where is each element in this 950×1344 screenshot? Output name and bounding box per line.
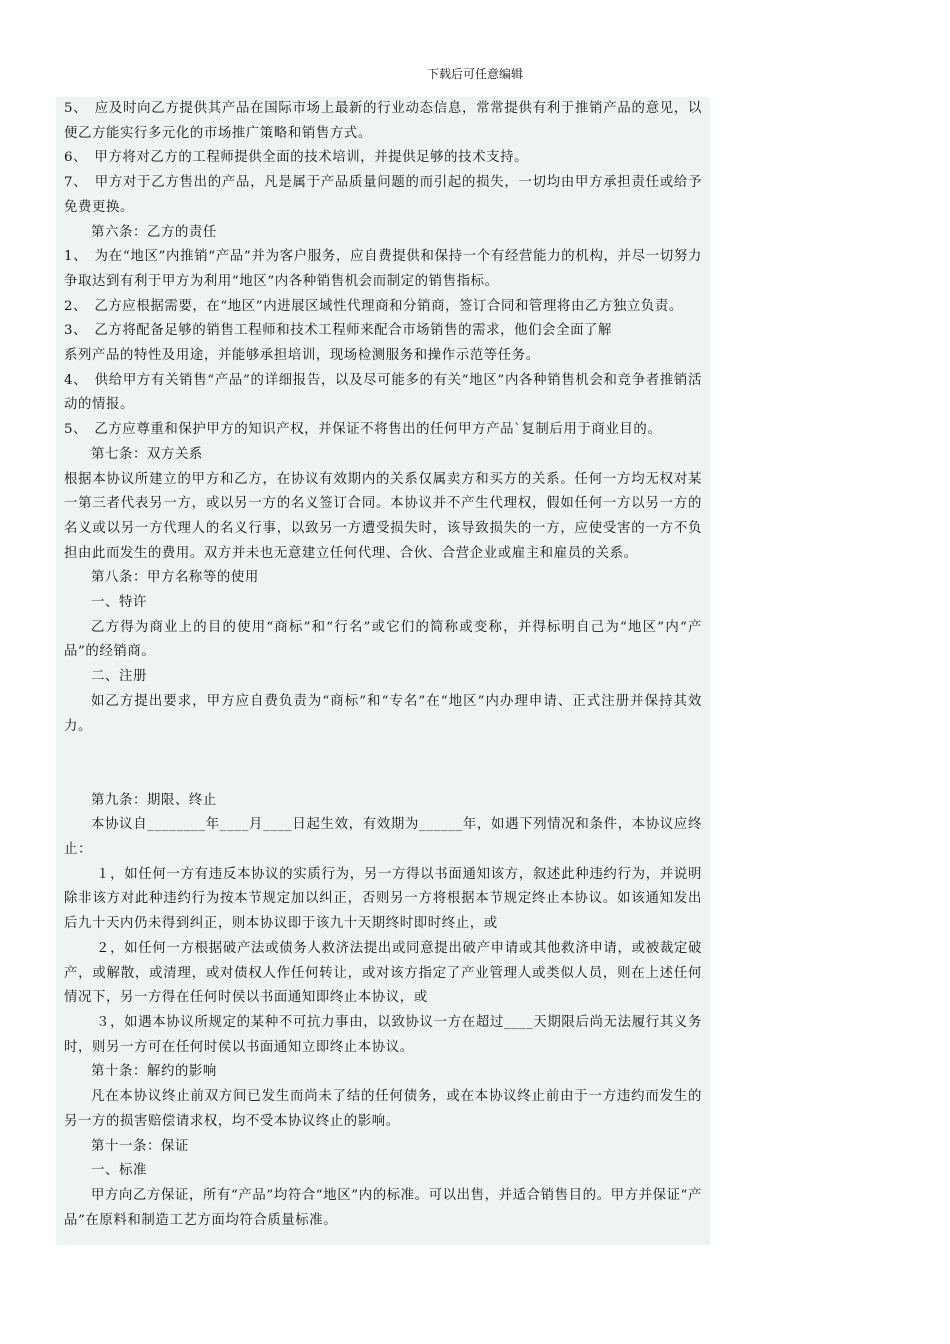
paragraph: 5、 乙方应尊重和保护甲方的知识产权，并保证不将售出的任何甲方产品`复制后用于商业目的。 xyxy=(64,422,662,438)
paragraph: 1、 为在“地区”内推销“产品”并为客户服务，应自费提供和保持一个有经营能力的机构，并尽一切努力争取达到有利于甲方为利用“地区”内各种销售机会而制定的销售指标。 xyxy=(64,249,702,289)
page-header: 下载后可任意编辑 xyxy=(426,67,523,81)
section-heading: 第八条：甲方名称等的使用 xyxy=(91,570,259,586)
list-item: １，如任何一方有违反本协议的实质行为，另一方得以书面通知该方，叙述此种违约行为，并说明除非该方对此种违约行为按本节规定加以纠正，否则另一方将根据本节规定终止本协议。如该通知发出后九十天内仍未得到纠正，则本协议即于该九十天期终时即时终止，或 xyxy=(64,866,702,932)
paragraph: 凡在本协议终止前双方间已发生而尚未了结的任何债务，或在本协议终止前由于一方违约而发生的另一方的损害赔偿请求权，均不受本协议终止的影响。 xyxy=(64,1089,702,1129)
list-item: ３，如遇本协议所规定的某种不可抗力事由，以致协议一方在超过____天期限后尚无法履行其义务时，则另一方可在任何时侯以书面通知立即终止本协议。 xyxy=(64,1014,702,1055)
section-heading: 第九条：期限、终止 xyxy=(91,792,217,808)
paragraph: 4、 供给甲方有关销售“产品”的详细报告，以及尽可能多的有关“地区”内各种销售机会和竞争者推销活动的情报。 xyxy=(64,372,702,413)
paragraph: 根据本协议所建立的甲方和乙方，在协议有效期内的关系仅属卖方和买方的关系。任何一方均无权对某一第三者代表另一方，或以另一方的名义签订合同。本协议并不产生代理权，假如任何一方以另一方的名义或以另一方代理人的名义行事，以致另一方遭受损失时，该导致损失的一方，应使受害的一方不负担由此而发生的费用。双方并未也无意建立任何代理、合伙、合营企业或雇主和雇员的关系。 xyxy=(64,471,702,561)
section-heading: 第十条：解约的影响 xyxy=(91,1064,217,1080)
subsection-heading: 一、标准 xyxy=(91,1163,147,1179)
paragraph: 系列产品的特性及用途，并能够承担培训，现场检测服务和操作示范等任务。 xyxy=(64,348,540,364)
paragraph: 甲方向乙方保证，所有“产品”均符合“地区”内的标准。可以出售，并适合销售目的。甲方并保证“产品”在原料和制造工艺方面均符合质量标准。 xyxy=(64,1187,702,1228)
section-heading: 第七条：双方关系 xyxy=(91,446,203,462)
blank-line xyxy=(64,739,702,764)
blank-line xyxy=(64,764,702,789)
section-heading: 第六条：乙方的责任 xyxy=(91,224,217,240)
paragraph: 本协议自________年____月____日起生效，有效期为______年，如遇下列情况和条件，本协议应终止： xyxy=(64,817,702,858)
document-body xyxy=(56,97,710,1245)
subsection-heading: 二、注册 xyxy=(91,669,147,685)
subsection-heading: 一、特许 xyxy=(91,595,147,611)
paragraph: 如乙方提出要求，甲方应自费负责为“商标”和“专名”在“地区”内办理申请、正式注册并保持其效力。 xyxy=(64,693,702,734)
paragraph: 5、 应及时向乙方提供其产品在国际市场上最新的行业动态信息，常常提供有利于推销产品的意见，以便乙方能实行多元化的市场推广策略和销售方式。 xyxy=(64,101,702,141)
paragraph: 6、 甲方将对乙方的工程师提供全面的技术培训，并提供足够的技术支持。 xyxy=(64,150,529,166)
list-item: ２，如任何一方根据破产法或债务人救济法提出或同意提出破产申请或其他救济申请，或被裁定破产，或解散，或清理，或对债权人作任何转让，或对该方指定了产业管理人或类似人员，则在上述任何情况下，另一方得在任何时侯以书面通知即终止本协议，或 xyxy=(64,940,702,1006)
paragraph: 2、 乙方应根据需要，在“地区”内进展区域性代理商和分销商，签订合同和管理将由乙方独立负责。 xyxy=(64,298,683,314)
paragraph: 3、 乙方将配备足够的销售工程师和技术工程师来配合市场销售的需求，他们会全面了解 xyxy=(64,323,613,339)
paragraph: 7、 甲方对于乙方售出的产品，凡是属于产品质量问题的而引起的损失，一切均由甲方承担责任或给予免费更换。 xyxy=(64,175,702,215)
paragraph: 乙方得为商业上的目的使用“商标”和“行名”或它们的简称或变称，并得标明自己为“地区”内“产品”的经销商。 xyxy=(64,619,702,660)
section-heading: 第十一条：保证 xyxy=(91,1138,189,1154)
